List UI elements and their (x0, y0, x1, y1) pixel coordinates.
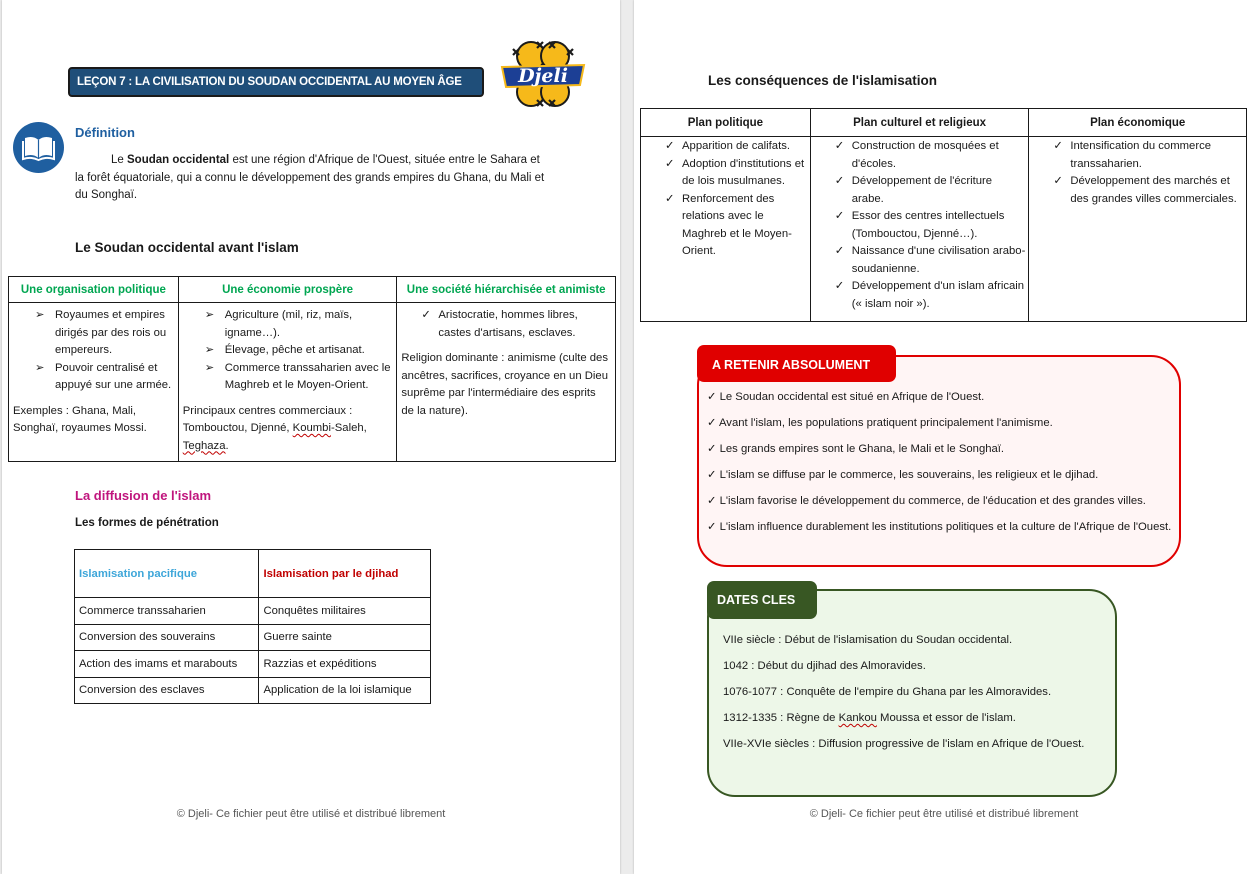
checkmark-bullet-icon: ✓ (1053, 140, 1063, 152)
table-header: Islamisation pacifique (75, 550, 259, 598)
list-item: ✓ Renforcement des relations avec le Maghreb et le Moyen-Orient. (665, 192, 792, 257)
table-cell: Action des imams et marabouts (75, 651, 259, 678)
table-cell: Guerre sainte (259, 624, 431, 651)
list-item: ✓ Naissance d'une civilisation arabo-soudanienne. (834, 245, 1026, 275)
checkmark-bullet-icon: ✓ (421, 309, 431, 321)
list-item: ➢ Royaumes et empires dirigés par des rois ou empereurs. (35, 309, 167, 356)
list-item: ✓ Construction de mosquées et d'écoles. (834, 140, 999, 170)
table-header: Une société hiérarchisée et animiste (397, 277, 616, 303)
table-header: Plan politique (641, 109, 811, 137)
dates-list (723, 632, 1093, 762)
list-item: ✓ Avant l'islam, les populations pratiquent principalement l'animisme. (707, 417, 1053, 429)
before-islam-table (8, 276, 616, 462)
definition-title: Définition (75, 125, 135, 140)
retenir-list (707, 389, 1185, 545)
list-item: ➢ Élevage, pêche et artisanat. (183, 342, 393, 360)
list-item: ✓ Apparition de califats. (645, 138, 807, 156)
checkmark-bullet-icon: ✓ (834, 210, 845, 222)
checkmark-bullet-icon: ✓ (834, 140, 845, 152)
list-item: ➢ Pouvoir centralisé et appuyé sur une armée. (35, 361, 172, 391)
list-item: ✓ L'islam influence durablement les institutions politiques et la culture de l'Afrique de l'Ouest. (707, 521, 1172, 533)
logo-text: Djeli (518, 65, 568, 87)
djeli-logo (498, 37, 588, 112)
dates-label: DATES CLES (707, 581, 817, 619)
table-row (75, 651, 431, 678)
checkmark-bullet-icon: ✓ (834, 175, 845, 187)
list-item: ✓ Adoption d'institutions et de lois musulmanes. (665, 157, 805, 187)
table-header: Plan économique (1029, 109, 1247, 137)
table-cell-societe (397, 303, 616, 462)
list-item: VIIe siècle : Début de l'islamisation du Soudan occidental. (723, 634, 1013, 646)
table-header: Une organisation politique (9, 277, 179, 303)
table-cell-economique (1029, 137, 1247, 322)
lesson-title-banner: LEÇON 7 : LA CIVILISATION DU SOUDAN OCCIDENTAL AU MOYEN ÂGE (68, 67, 484, 97)
diffusion-title: La diffusion de l'islam (75, 488, 211, 503)
checkmark-bullet-icon: ✓ (665, 157, 675, 170)
list-item: ✓ Essor des centres intellectuels (Tombouctou, Djenné…). (834, 210, 1005, 240)
consequences-table (640, 108, 1247, 322)
list-item: 1312-1335 : Règne de Kankou Moussa et essor de l'islam. (723, 712, 1016, 724)
table-cell: Conversion des esclaves (75, 677, 259, 704)
list-item: ✓ Développement des marchés et des grandes villes commerciales. (1053, 175, 1237, 205)
arrowhead-bullet-icon: ➢ (204, 309, 215, 321)
list-item: 1076-1077 : Conquête de l'empire du Ghana par les Almoravides. (723, 686, 1052, 698)
checkmark-bullet-icon: ✓ (665, 140, 675, 152)
penetration-table (74, 549, 431, 704)
definition-text: Le Soudan occidental est une région d'Afrique de l'Ouest, située entre le Sahara et la forêt équatoriale, qui a connu le développement des grands empires du Ghana, du Mali et du Songhaï. (75, 154, 545, 201)
left-page (2, 0, 620, 874)
right-page (634, 0, 1248, 874)
list-item: ✓ Développement d'un islam africain (« islam noir »). (834, 280, 1025, 310)
table-row (75, 677, 431, 704)
table-cell: Commerce transsaharien (75, 598, 259, 625)
consequences-title: Les conséquences de l'islamisation (708, 73, 938, 88)
list-item: 1042 : Début du djihad des Almoravides. (723, 660, 926, 672)
list-item: VIIe-XVIe siècles : Diffusion progressive de l'islam en Afrique de l'Ouest. (723, 738, 1085, 750)
religion-note: Religion dominante : animisme (culte des ancêtres, sacrifices, croyance en un Dieu suprême par l'intermédiaire des esprits de la nature). (401, 352, 608, 417)
definition-term: Soudan occidental (127, 154, 230, 166)
examples-note: Exemples : Ghana, Mali, Songhaï, royaumes Mossi. (13, 404, 147, 434)
arrowhead-bullet-icon: ➢ (35, 361, 45, 374)
list-item: ➢ Agriculture (mil, riz, maïs, igname…). (204, 309, 353, 339)
retenir-label: A RETENIR ABSOLUMENT (697, 345, 896, 382)
penetration-subtitle: Les formes de pénétration (75, 517, 219, 529)
list-item: ✓ Le Soudan occidental est situé en Afrique de l'Ouest. (707, 391, 985, 403)
arrowhead-bullet-icon: ➢ (35, 309, 45, 321)
table-cell-politique (641, 137, 811, 322)
table-cell-culturel (810, 137, 1029, 322)
table-cell: Conquêtes militaires (259, 598, 431, 625)
table-row (75, 624, 431, 651)
checkmark-bullet-icon: ✓ (665, 192, 675, 205)
list-item: ➢ Commerce transsaharien avec le Maghreb et le Moyen-Orient. (204, 361, 391, 391)
table-cell-economie (178, 303, 397, 462)
open-book-icon (13, 122, 64, 173)
table-cell: Application de la loi islamique (259, 677, 431, 704)
table-cell: Razzias et expéditions (259, 651, 431, 678)
checkmark-bullet-icon: ✓ (834, 245, 845, 257)
checkmark-bullet-icon: ✓ (1053, 175, 1063, 187)
table-cell-politique (9, 303, 179, 462)
list-item: ✓ Aristocratie, hommes libres, castes d'artisans, esclaves. (421, 309, 578, 339)
arrowhead-bullet-icon: ➢ (204, 344, 215, 356)
table-header: Une économie prospère (178, 277, 397, 303)
table-cell: Conversion des souverains (75, 624, 259, 651)
table-header: Plan culturel et religieux (810, 109, 1029, 137)
page-footer: © Djeli- Ce fichier peut être utilisé et distribué librement (809, 808, 1079, 820)
before-islam-heading: Le Soudan occidental avant l'islam (75, 240, 299, 255)
list-item: ✓ L'islam favorise le développement du commerce, de l'éducation et des grandes villes. (707, 495, 1146, 507)
list-item: ✓ L'islam se diffuse par le commerce, les souverains, les religieux et le djihad. (707, 469, 1099, 481)
list-item: ✓ Développement de l'écriture arabe. (834, 175, 993, 205)
table-row (75, 598, 431, 625)
list-item: ✓ Les grands empires sont le Ghana, le Mali et le Songhaï. (707, 443, 1005, 455)
checkmark-bullet-icon: ✓ (834, 280, 845, 292)
table-header: Islamisation par le djihad (259, 550, 431, 598)
page-footer: © Djeli- Ce fichier peut être utilisé et distribué librement (176, 808, 446, 820)
list-item: ✓ Intensification du commerce transsaharien. (1053, 140, 1212, 170)
arrowhead-bullet-icon: ➢ (204, 361, 215, 374)
trade-centers-note: Principaux centres commerciaux : Tombouctou, Djenné, Koumbi-Saleh, Teghaza. (182, 404, 367, 452)
